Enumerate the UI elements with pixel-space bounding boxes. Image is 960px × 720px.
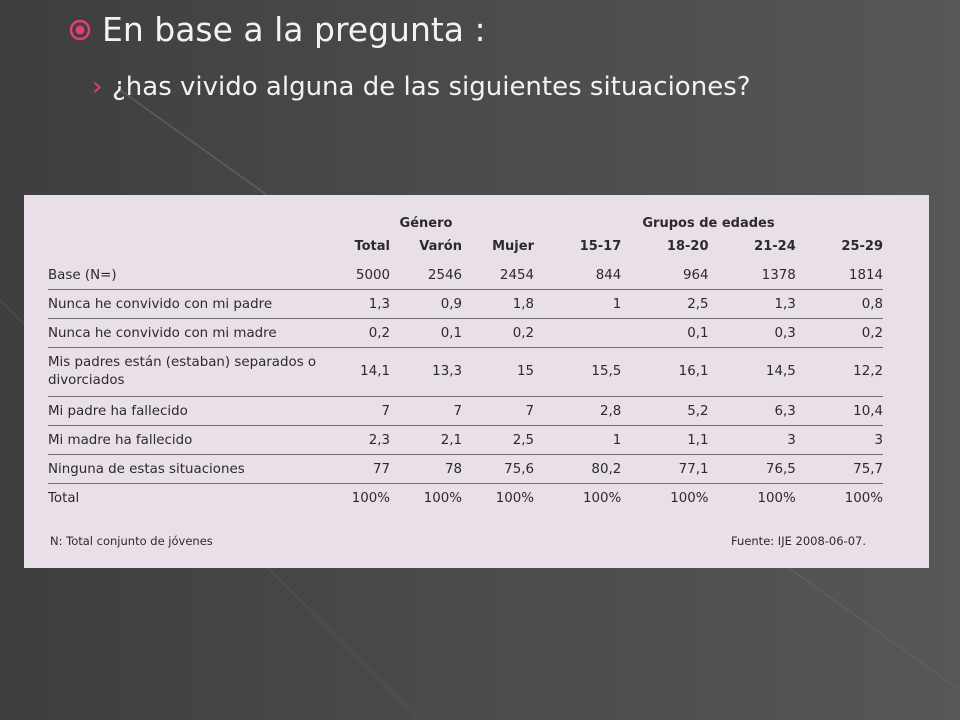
cell: 5000 — [355, 267, 390, 283]
cell: 0,1 — [390, 319, 462, 348]
group-header-row — [48, 209, 883, 231]
cell: 77 — [318, 455, 390, 484]
data-table-panel — [24, 195, 929, 568]
row-label: Base (N=) — [48, 267, 117, 283]
cell: 1378 — [761, 267, 796, 283]
cell: 844 — [595, 267, 622, 283]
table-row — [48, 426, 883, 455]
table-row — [48, 455, 883, 484]
cell: 14,1 — [318, 348, 390, 397]
cell: 7 — [462, 397, 534, 426]
col-header-18-20: 18-20 — [666, 238, 709, 254]
cell: 0,3 — [709, 319, 796, 348]
table-row-total — [48, 484, 883, 513]
col-header-varon: Varón — [419, 238, 462, 254]
cell: 75,7 — [796, 455, 883, 484]
col-header-25-29: 25-29 — [841, 238, 883, 254]
table-source: Fuente: IJE 2008-06-07. — [731, 534, 866, 548]
cell: 7 — [390, 397, 462, 426]
cell: 100% — [390, 484, 462, 513]
table-footnote: N: Total conjunto de jóvenes — [50, 534, 213, 548]
cell: 3 — [709, 426, 796, 455]
slide-subtitle: ¿has vivido alguna de las siguientes situaciones? — [112, 72, 751, 102]
cell: 75,6 — [462, 455, 534, 484]
cell: 12,2 — [796, 348, 883, 397]
row-label: Mi madre ha fallecido — [48, 426, 318, 455]
col-header-21-24: 21-24 — [754, 238, 796, 254]
cell: 100% — [318, 484, 390, 513]
cell: 6,3 — [709, 397, 796, 426]
table-row — [48, 319, 883, 348]
cell: 2,5 — [462, 426, 534, 455]
cell: 0,2 — [796, 319, 883, 348]
gender-group-header: Género — [399, 216, 453, 231]
cell: 1,3 — [318, 290, 390, 319]
cell: 13,3 — [390, 348, 462, 397]
age-group-header: Grupos de edades — [642, 216, 775, 231]
row-label: Mi padre ha fallecido — [48, 397, 318, 426]
cell: 1 — [534, 426, 621, 455]
cell: 1 — [534, 290, 621, 319]
col-header-15-17: 15-17 — [579, 238, 622, 254]
cell: 80,2 — [534, 455, 621, 484]
cell: 10,4 — [796, 397, 883, 426]
cell: 0,1 — [621, 319, 708, 348]
cell: 964 — [682, 267, 709, 283]
table-row — [48, 261, 883, 290]
row-label: Nunca he convivido con mi madre — [48, 319, 318, 348]
cell: 2454 — [499, 267, 534, 283]
column-header-row — [48, 231, 883, 261]
cell: 2,3 — [318, 426, 390, 455]
cell: 1,1 — [621, 426, 708, 455]
cell: 76,5 — [709, 455, 796, 484]
cell: 7 — [318, 397, 390, 426]
cell: 2,8 — [534, 397, 621, 426]
cell: 0,9 — [390, 290, 462, 319]
table-row — [48, 348, 883, 397]
cell: 100% — [534, 484, 621, 513]
table-row — [48, 397, 883, 426]
cell: 0,2 — [318, 319, 390, 348]
circled-dot-icon — [68, 18, 92, 42]
cell: 100% — [621, 484, 708, 513]
cell: 78 — [390, 455, 462, 484]
cell: 2546 — [427, 267, 462, 283]
col-header-total: Total — [354, 238, 390, 254]
cell: 5,2 — [621, 397, 708, 426]
cell: 77,1 — [621, 455, 708, 484]
cell — [534, 319, 621, 348]
slide-subtitle-block — [92, 70, 812, 104]
slide-title: En base a la pregunta : — [102, 10, 486, 49]
row-label: Ninguna de estas situaciones — [48, 455, 318, 484]
cell: 2,1 — [390, 426, 462, 455]
cell: 16,1 — [621, 348, 708, 397]
cell: 2,5 — [621, 290, 708, 319]
table-row — [48, 290, 883, 319]
row-label: Total — [48, 484, 318, 513]
cell: 100% — [462, 484, 534, 513]
cell: 100% — [796, 484, 883, 513]
cell: 15,5 — [534, 348, 621, 397]
cell: 15 — [462, 348, 534, 397]
row-label: Mis padres están (estaban) separados o divorciados — [48, 348, 318, 397]
cell: 0,2 — [462, 319, 534, 348]
slide-title-line — [68, 10, 486, 49]
col-header-mujer: Mujer — [492, 238, 534, 254]
cell: 1814 — [848, 267, 883, 283]
chevron-right-icon: › — [92, 72, 103, 102]
cell: 100% — [709, 484, 796, 513]
cell: 3 — [796, 426, 883, 455]
cell: 1,3 — [709, 290, 796, 319]
row-label: Nunca he convivido con mi padre — [48, 290, 318, 319]
cell: 14,5 — [709, 348, 796, 397]
data-table — [48, 209, 883, 512]
cell: 1,8 — [462, 290, 534, 319]
cell: 0,8 — [796, 290, 883, 319]
